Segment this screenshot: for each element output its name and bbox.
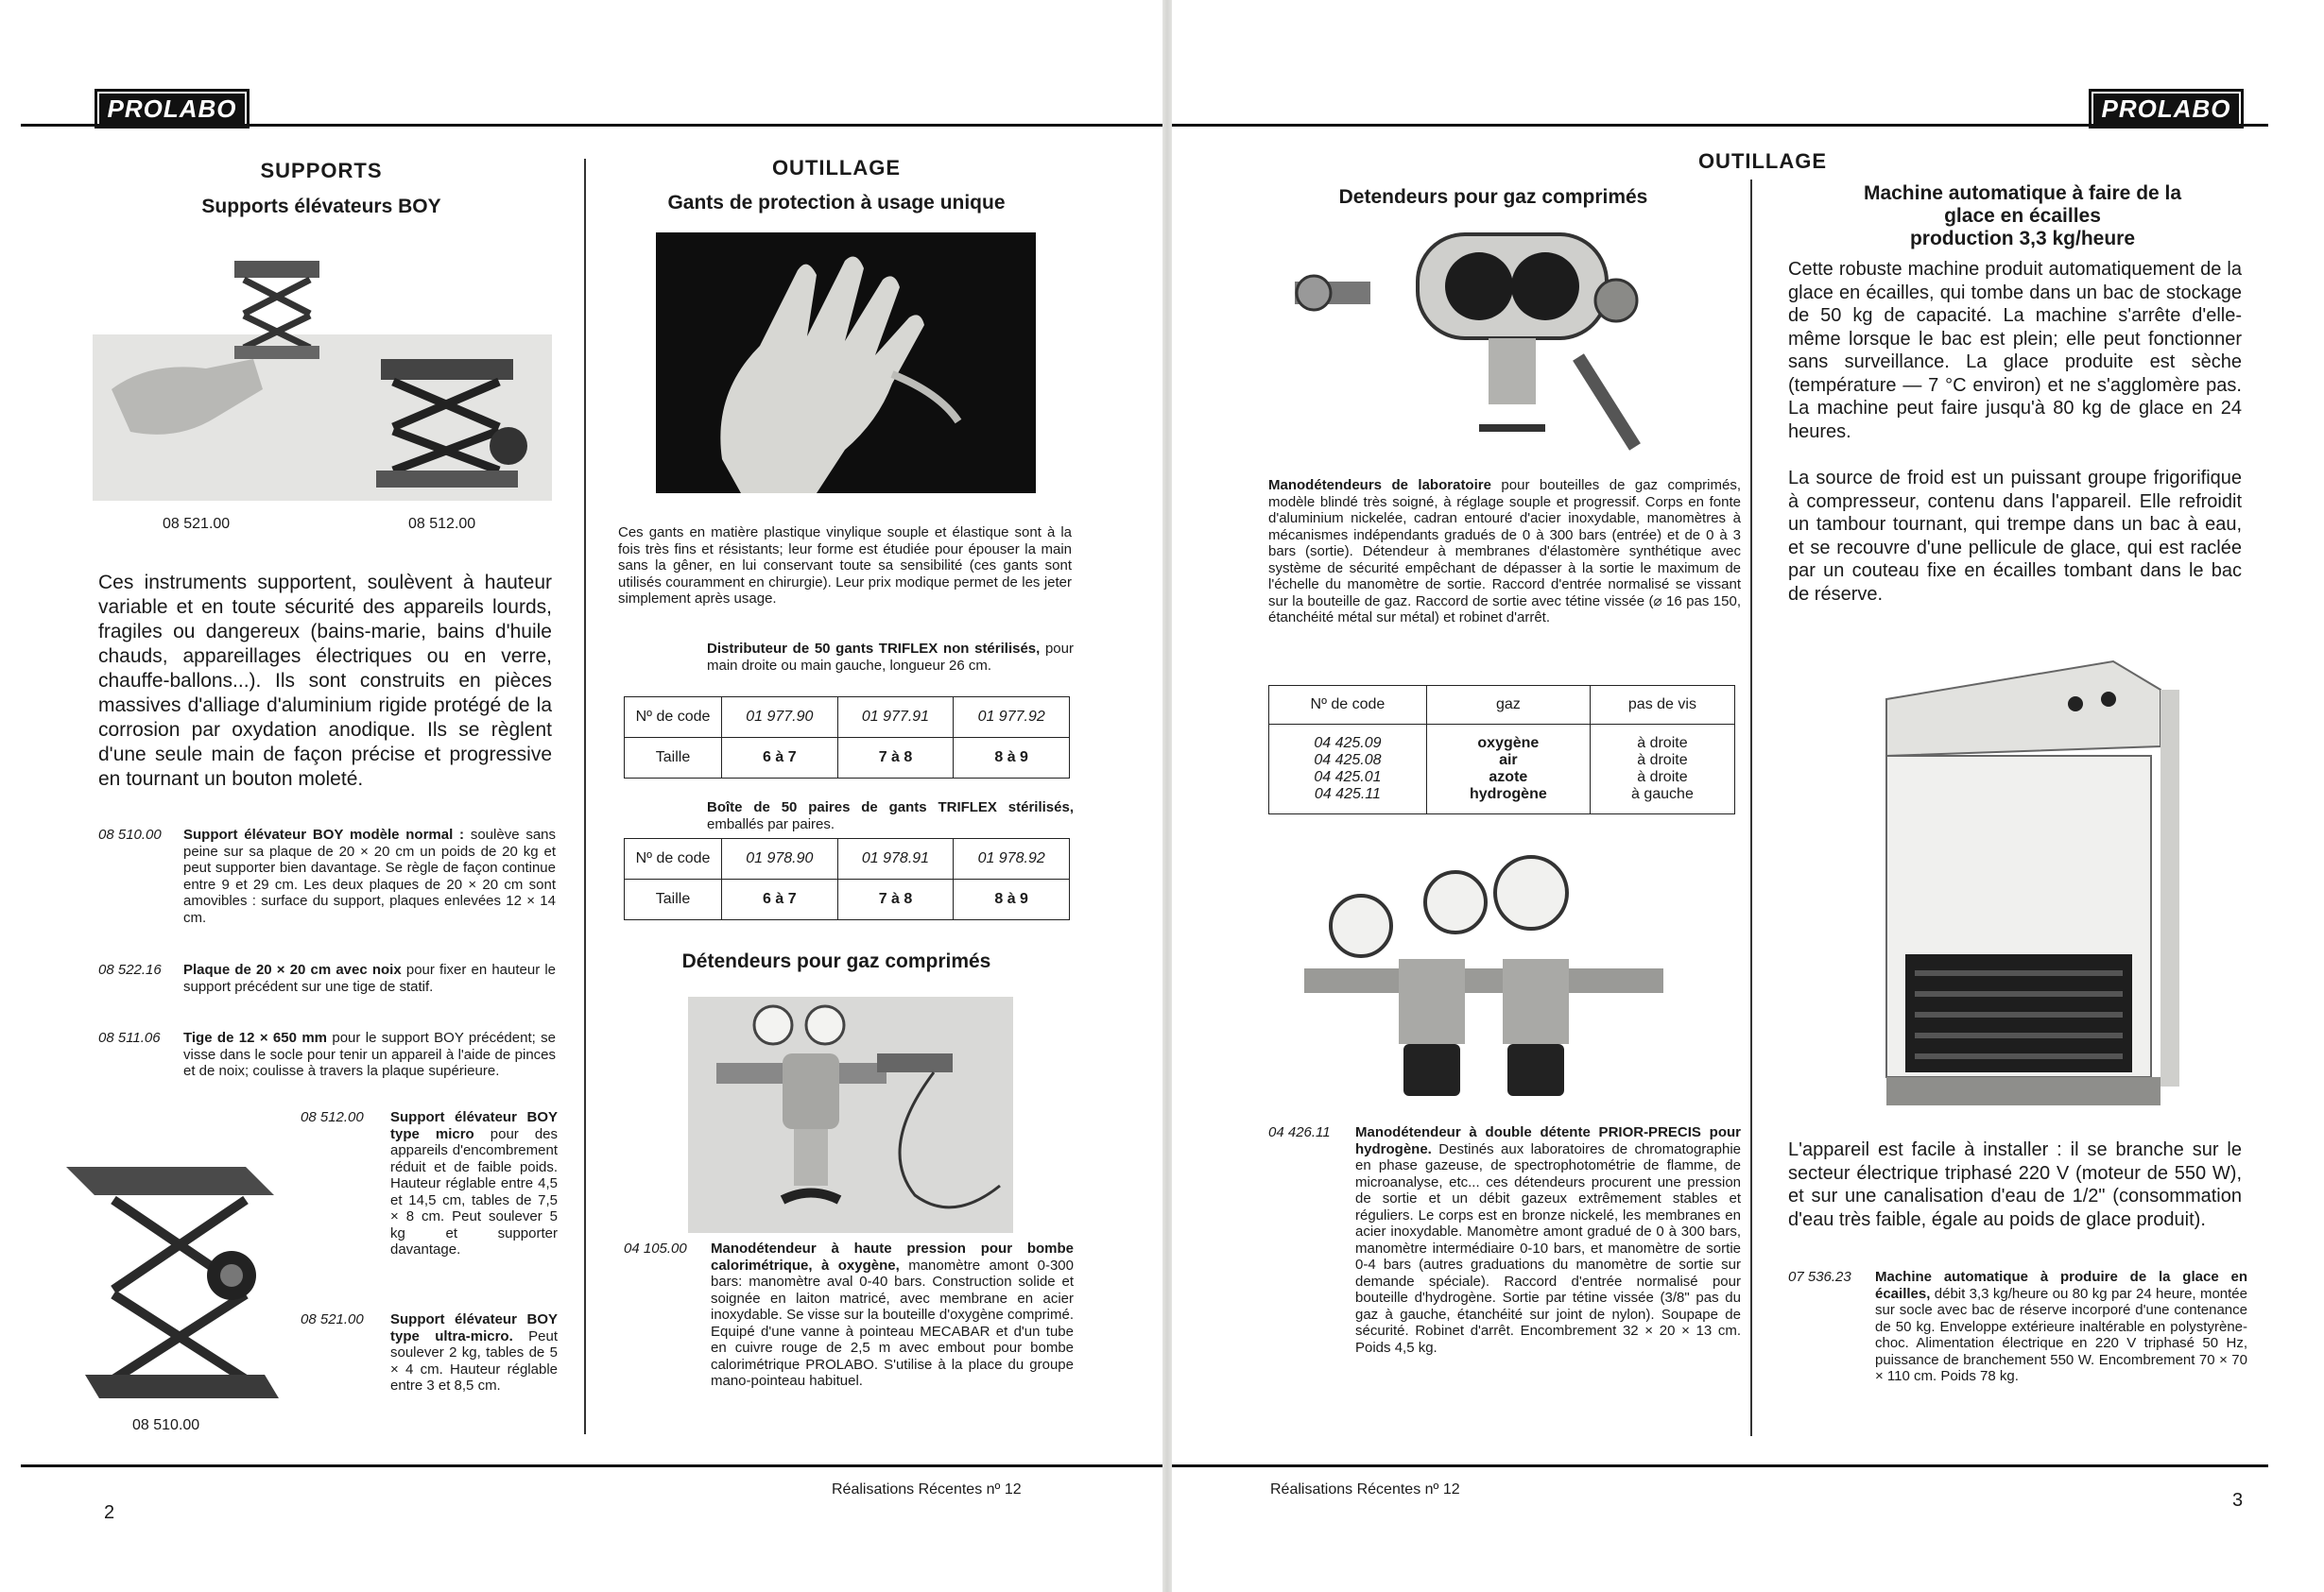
thread-value: à gauche	[1631, 786, 1694, 802]
jack-lifts-photo	[93, 248, 552, 501]
distributor-text	[707, 641, 1074, 674]
table-cell: 01 978.92	[954, 839, 1070, 880]
box-text	[707, 799, 1074, 832]
code-value: 04 425.08	[1314, 752, 1382, 768]
section-title-outillage: OUTILLAGE	[771, 156, 902, 180]
table-cell: 01 978.91	[837, 839, 954, 880]
table-cell: 6 à 7	[722, 738, 838, 779]
item-text: manomètre amont 0-300 bars: manomètre aval 0-40 bars. Construction solide et soignée en laiton matricé, avec membrane en acier inoxydable. Se visse sur la bouteille d'oxygène comprimé. Equipé d'une vanne à pointeau MECABAR et d'un tube en cuivre rouge de 2,5 m avec embout pour bombe calorimétrique PROLABO. S'utilise à la place du groupe mano-pointeau habituel.	[711, 1257, 1074, 1389]
box-detail: emballés par paires.	[707, 815, 835, 832]
footer-rule	[1172, 1464, 2268, 1467]
item-07-536-23	[1788, 1269, 2247, 1429]
item-08-510-00	[98, 827, 556, 948]
double-stage-regulator-photo	[1304, 850, 1682, 1105]
column-divider	[1750, 180, 1752, 1436]
table-label-code: Nº de code	[625, 839, 722, 880]
header-rule	[21, 124, 1162, 127]
item-08-521-00	[301, 1311, 558, 1434]
item-name: Plaque de 20 × 20 cm avec noix	[183, 962, 402, 978]
table-cell: 7 à 8	[837, 880, 954, 920]
machine-subtitle-line-3: production 3,3 kg/heure	[1909, 228, 2136, 249]
machine-subtitle-line-2: glace en écailles	[1944, 205, 2101, 227]
gloves-table-2	[624, 838, 1070, 920]
caption-08-512: 08 512.00	[408, 516, 476, 532]
thread-value: à droite	[1637, 769, 1688, 785]
column-divider	[584, 159, 586, 1434]
item-name: Support élévateur BOY modèle normal :	[183, 827, 465, 843]
boy-normal-jack-photo	[57, 1157, 284, 1403]
box-name: Boîte de 50 paires de gants TRIFLEX stérilisés,	[707, 799, 1074, 815]
gloves-subtitle: Gants de protection à usage unique	[667, 192, 1006, 214]
item-code: 04 105.00	[624, 1241, 687, 1257]
prolabo-logo: PROLABO	[95, 89, 250, 128]
table-cell: 8 à 9	[954, 738, 1070, 779]
item-code: 08 511.06	[98, 1030, 161, 1046]
table-cell: 01 977.92	[954, 697, 1070, 738]
table-cell: 6 à 7	[722, 880, 838, 920]
table-label-size: Taille	[625, 880, 722, 920]
code-cell	[1269, 725, 1427, 814]
caption-08-510: 08 510.00	[132, 1417, 200, 1433]
item-name: Machine automatique à produire de la glace en écailles,	[1875, 1269, 2247, 1302]
table-cell: 7 à 8	[837, 738, 954, 779]
right-page	[1172, 0, 2324, 1592]
item-code: 07 536.23	[1788, 1269, 1851, 1285]
ice-machine-photo	[1849, 642, 2189, 1124]
code-value: 04 425.09	[1314, 735, 1382, 751]
item-04-105-00	[624, 1241, 1074, 1426]
gas-cell	[1426, 725, 1590, 814]
desc-text: pour bouteilles de gaz comprimés, modèle blindé très soigné, à réglage souple et progressif. Corps en fonte d'aluminium nickelée, cadran entouré d'acier inoxydable, manomètres à mécanismes indépendants gradués de 0 à 300 bars (entrée) et de 0 à 3 bars (sortie). Détendeur à membranes d'élastomère synthétique avec système de sécurité empêchant de dépasser à la sortie le maximum de l'échelle du manomètre de sortie. Raccord d'entrée normalisé se vissant sur la bouteille de gaz. Raccord de sortie avec tétine vissée (⌀ 16 pas 150, étanchéité métal sur métal) et robinet d'arrêt.	[1268, 477, 1742, 625]
item-04-426-11	[1268, 1124, 1741, 1436]
table-label-size: Taille	[625, 738, 722, 779]
gloves-photo	[656, 232, 1036, 493]
detendeurs-subtitle-left: Détendeurs pour gaz comprimés	[681, 950, 991, 972]
table-cell: 01 977.90	[722, 697, 838, 738]
code-value: 04 425.11	[1314, 786, 1381, 802]
detendeurs-subtitle: Detendeurs pour gaz comprimés	[1338, 186, 1648, 208]
thread-value: à droite	[1637, 735, 1688, 751]
distributor-detail: pour main droite ou main gauche, longueur 26 cm.	[707, 641, 1074, 674]
machine-subtitle	[1796, 182, 2249, 250]
item-08-522-16	[98, 962, 556, 1017]
distributor-name: Distributeur de 50 gants TRIFLEX non stérilisés,	[707, 641, 1041, 657]
table-label-code: Nº de code	[625, 697, 722, 738]
item-08-512-00	[301, 1109, 558, 1298]
item-text: débit 3,3 kg/heure ou 80 kg par 24 heure, montée sur socle avec bac de réserve incorporé d'une contenance de 50 kg. Enveloppe extérieure inaltérable en polystyrène-choc. Alimentation électrique en 220 V triphasé 50 Hz, puissance de branchement 550 W. Encombrement 70 × 70 × 110 cm. Poids 78 kg.	[1875, 1285, 2247, 1384]
item-code: 08 521.00	[301, 1311, 364, 1327]
machine-subtitle-line-1: Machine automatique à faire de la	[1863, 182, 2182, 204]
item-text: soulève sans peine sur sa plaque de 20 × 20 cm un poids de 20 kg et peut supporter bien davantage. Se règle de façon continue entre 9 et 29 cm. Les deux plaques de 20 × 20 cm sont amovibles : surface du support, plaques enlevées 12 × 14 cm.	[183, 827, 557, 926]
gloves-description: Ces gants en matière plastique vinylique souple et élastique sont à la fois très fins et résistants; leur forme est étudiée pour épouser la main sans la gêner, en lui conservant toute sa sensibilité (ces gants sont utilisés couramment en chirurgie). Leur prix modique permet de les jeter simplement après usage.	[618, 524, 1072, 607]
item-text: pour fixer en hauteur le support précédent sur une tige de statif.	[183, 962, 557, 995]
item-code: 08 522.16	[98, 962, 162, 978]
supports-intro: Ces instruments supportent, soulèvent à hauteur variable et en toute sécurité des appareils lourds, fragiles ou dangereux (bains-marie, bains d'huile chauds, appareillages électriques ou en verre, chauffe-ballons...). Ils sont construits en pièces massives d'alliage d'aluminium rigide protégé de la corrosion par oxydation anodique. Ils se règlent d'une seule main de façon précise et progressive en tournant un bouton moleté.	[98, 572, 552, 790]
table-cell: 8 à 9	[954, 880, 1070, 920]
section-title-supports: SUPPORTS	[260, 159, 383, 182]
footer-rule	[21, 1464, 1162, 1467]
thread-value: à droite	[1637, 752, 1688, 768]
gas-value: oxygène	[1477, 735, 1540, 751]
item-name: Manodétendeur à double détente PRIOR-PRECIS pour hydrogène.	[1355, 1124, 1741, 1157]
table-header: Nº de code	[1269, 686, 1427, 725]
gas-value: hydrogène	[1469, 786, 1547, 802]
lab-regulator-photo	[1295, 225, 1692, 461]
item-name: Support élévateur BOY type ultra-micro.	[390, 1311, 558, 1344]
table-cell: 01 977.91	[837, 697, 954, 738]
item-text: Destinés aux laboratoires de chromatographie en phase gazeuse, de spectrophotométrie de flamme, de microanalyse, etc... ces détendeurs procurent une pression de sortie et un débit gazeux extrêmement stables et réguliers. Le corps est en bronze nickelé, les membranes en acier inoxydable. Manomètre amont gradué de 0 à 300 bars, manomètre intermédiaire 0-10 bars, et manomètre de sortie 0-4 bars (autres graduations du manomètre de sortie sur demande spéciale). Raccord d'entrée normalisé pour bouteille d'hydrogène. Sortie par tétine vissée (3/8" pas du gaz à gauche, étanchéité sur joint de nylon). Soupape de sécurité. Robinet d'arrêt. Encombrement 32 × 20 × 13 cm. Poids 4,5 kg.	[1355, 1140, 1742, 1356]
footer-title: Réalisations Récentes nº 12	[832, 1481, 1022, 1498]
item-name: Tige de 12 × 650 mm	[183, 1030, 327, 1046]
high-pressure-regulator-photo	[688, 997, 1013, 1233]
code-value: 04 425.01	[1314, 769, 1382, 785]
machine-paragraph-1: Cette robuste machine produit automatiquement de la glace en écailles, qui tombe dans un bac de stockage de 50 kg de capacité. La machine s'arrête d'elle-même lorsque le bac est plein; elle peut fonctionner sans surveillance. La glace produite est sèche (température — 7 °C environ) et ne s'agglomère pas. La machine peut faire jusqu'à 80 kg de glace en 24 heures.	[1788, 259, 2242, 442]
table-cell: 01 978.90	[722, 839, 838, 880]
regulator-table	[1268, 685, 1735, 814]
item-code: 08 510.00	[98, 827, 162, 843]
item-text: pour le support BOY précédent; se visse dans le socle pour tenir un appareil à l'aide de pinces et de noix; coulisse à travers la plaque supérieure.	[183, 1030, 556, 1079]
thread-cell	[1590, 725, 1734, 814]
desc-name: Manodétendeurs de laboratoire	[1268, 477, 1491, 493]
header-rule	[1172, 124, 2268, 127]
item-name: Manodétendeur à haute pression pour bombe calorimétrique, à oxygène,	[711, 1241, 1074, 1274]
item-text: pour des appareils d'encombrement réduit et de faible poids. Hauteur réglable entre 4,5 et 14,5 cm, tables de 7,5 × 8 cm. Peut soulever 5 kg et supporter davantage.	[390, 1125, 559, 1258]
supports-subtitle: Supports élévateurs BOY	[201, 196, 441, 217]
item-text: Peut soulever 2 kg, tables de 5 × 4 cm. Hauteur réglable entre 3 et 8,5 cm.	[390, 1327, 558, 1394]
item-08-511-06	[98, 1030, 556, 1096]
prolabo-logo: PROLABO	[2089, 89, 2244, 128]
table-header: gaz	[1426, 686, 1590, 725]
item-name: Support élévateur BOY type micro	[390, 1109, 558, 1142]
machine-paragraph-3: L'appareil est facile à installer : il se branche sur le secteur électrique triphasé 220 V (moteur de 550 W), et sur une canalisation d'eau de 1/2" (consommation d'eau très faible, égale au poids de glace produit).	[1788, 1139, 2242, 1230]
caption-08-521: 08 521.00	[163, 516, 231, 532]
item-code: 08 512.00	[301, 1109, 364, 1125]
page-number: 3	[2232, 1490, 2244, 1511]
section-title-outillage: OUTILLAGE	[1697, 149, 1828, 173]
machine-paragraph-2: La source de froid est un puissant groupe frigorifique à compresseur, contenu dans l'appareil. Elle refroidit un tambour tournant, qui trempe dans un bac à eau, et se recouvre d'une pellicule de glace, qui est raclée par un couteau fixe en écailles tombant dans le bac de réserve.	[1788, 468, 2242, 605]
gas-value: azote	[1489, 769, 1528, 785]
table-header: pas de vis	[1590, 686, 1734, 725]
footer-title: Réalisations Récentes nº 12	[1270, 1481, 1460, 1498]
gloves-table-1	[624, 696, 1070, 779]
lab-regulator-description	[1268, 477, 1741, 626]
page-number: 2	[104, 1502, 115, 1523]
gas-value: air	[1499, 752, 1518, 768]
item-code: 04 426.11	[1268, 1124, 1331, 1140]
